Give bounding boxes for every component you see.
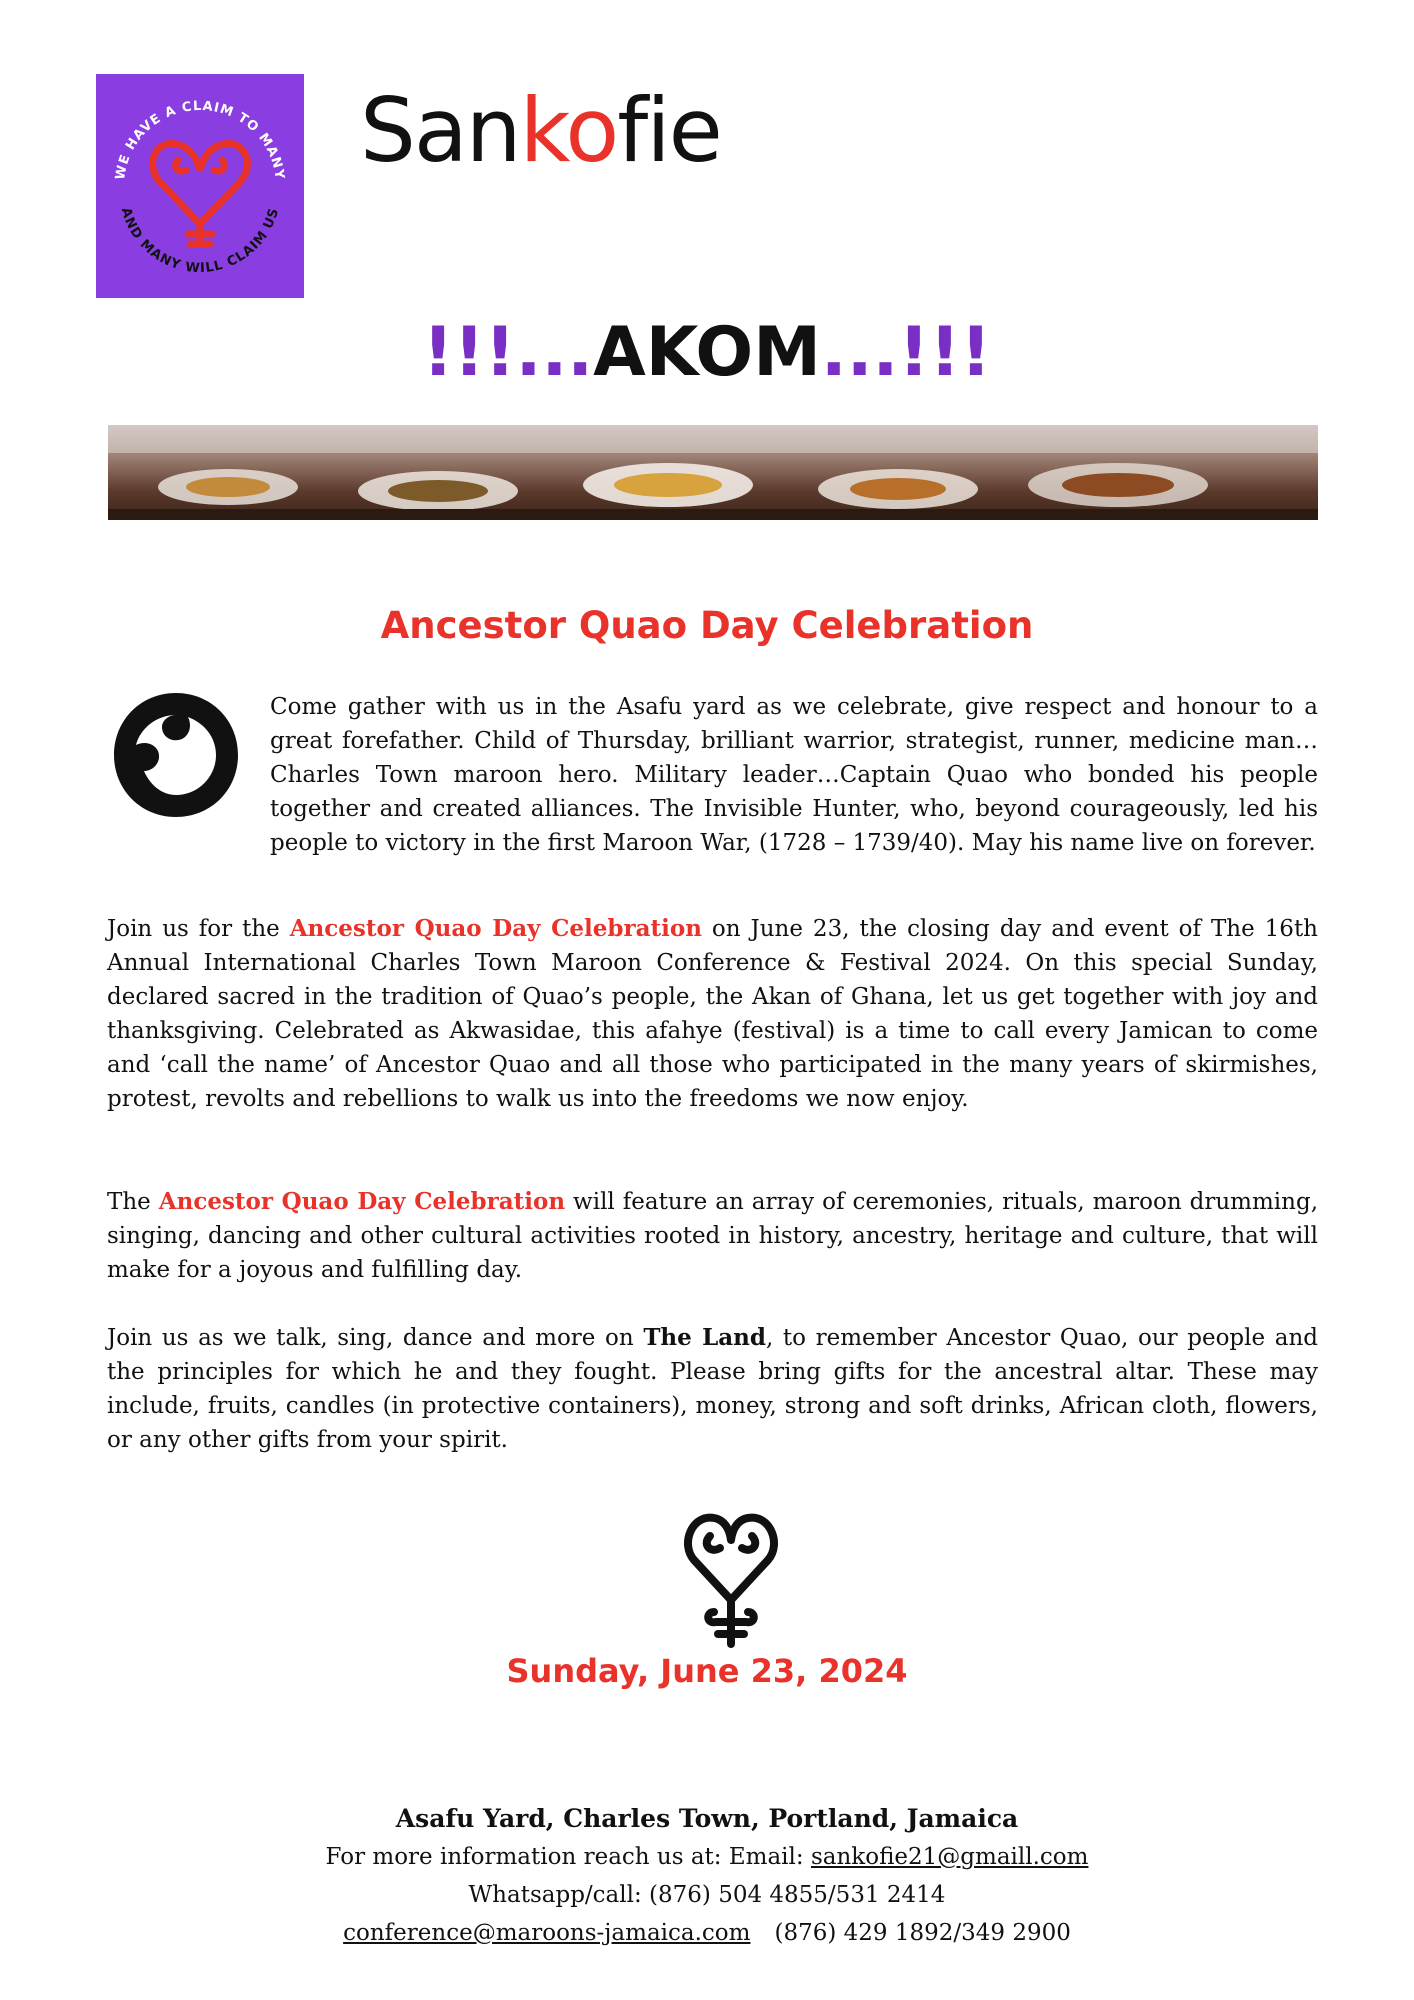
conference-line	[0, 1914, 1414, 1952]
brand-wordmark	[360, 78, 721, 184]
features-paragraph	[107, 1185, 1318, 1287]
email-link-sankofie[interactable]: sankofie21@gmaill.com	[810, 1844, 1089, 1870]
conference-phone: (876) 429 1892/349 2900	[774, 1920, 1071, 1946]
gifts-paragraph	[107, 1321, 1318, 1457]
features-paragraph-end: will feature an array of ceremonies, rituals, maroon drumming, singing, dancing and other cultural activities rooted in history, ancestry, heritage and culture, that will make for a joyous and fulfilling day.	[107, 1189, 1319, 1283]
sankofa-heart-icon	[676, 1500, 786, 1650]
features-paragraph-highlight: Ancestor Quao Day Celebration	[158, 1188, 566, 1215]
gifts-paragraph-bold: The Land	[643, 1324, 766, 1351]
info-label: For more information reach us at: Email:	[325, 1844, 811, 1870]
event-date: Sunday, June 23, 2024	[506, 1652, 908, 1690]
event-title: Ancestor Quao Day Celebration	[380, 604, 1034, 647]
gifts-paragraph-end: , to remember Ancestor Quao, our people and the principles for which he and they fought. Please bring gifts for the ancestral altar. These may include, fruits, candles (in protective containers), money, strong and soft drinks, African cloth, flowers, or any other gifts from your spirit.	[107, 1325, 1318, 1453]
logo-bottom-text: AND MANY WILL CLAIM US	[117, 205, 283, 277]
headline-word: AKOM	[593, 313, 821, 392]
info-line	[0, 1838, 1414, 1876]
logo-top-text: WE HAVE A CLAIM TO MANY	[113, 98, 287, 181]
headline-suffix: ...!!!	[820, 313, 992, 392]
headline-prefix: !!!...	[422, 313, 594, 392]
gye-nyame-icon	[106, 685, 246, 825]
brand-prefix: San	[360, 79, 520, 182]
details-paragraph-end: on June 23, the closing day and event of The 16th Annual International Charles Town Maroon Conference & Festival 2024. On this special Sunday, declared sacred in the tradition of Quao’s people, the Akan of Ghana, let us get together with joy and thanksgiving. Celebrated as Akwasidae, this afahye (festival) is a time to call every Jamican to come and ‘call the name’ of Ancestor Quao and all those who participated in the many years of skirmishes, protest, revolts and rebellions to walk us into the freedoms we now enjoy.	[107, 916, 1318, 1112]
details-paragraph	[107, 912, 1318, 1116]
contact-footer	[0, 1800, 1414, 1952]
logo-graphic	[96, 74, 304, 298]
brand-suffix: fie	[617, 79, 721, 182]
altar-banner-image	[108, 425, 1318, 520]
brand-accent: ko	[519, 79, 618, 182]
features-paragraph-start: The	[107, 1189, 159, 1215]
email-link-conference[interactable]: conference@maroons-jamaica.com	[343, 1920, 751, 1946]
banner-graphic	[108, 425, 1318, 520]
whatsapp-line: Whatsapp/call: (876) 504 4855/531 2414	[468, 1882, 946, 1908]
sankofa-heart-icon	[153, 144, 248, 244]
logo	[96, 74, 304, 298]
headline	[0, 312, 1414, 394]
details-paragraph-start: Join us for the	[107, 916, 290, 942]
gifts-paragraph-start: Join us as we talk, sing, dance and more on	[107, 1325, 644, 1351]
details-paragraph-highlight: Ancestor Quao Day Celebration	[289, 915, 702, 942]
venue-address: Asafu Yard, Charles Town, Portland, Jamaica	[395, 1804, 1019, 1833]
intro-paragraph: Come gather with us in the Asafu yard as we celebrate, give respect and honour to a great forefather. Child of Thursday, brilliant warrior, strategist, runner, medicine man…Charles Town maroon hero. Military leader…Captain Quao who bonded his people together and created alliances. The Invisible Hunter, who, beyond courageously, led his people to victory in the first Maroon War, (1728 – 1739/40). May his name live on forever.	[270, 694, 1318, 856]
